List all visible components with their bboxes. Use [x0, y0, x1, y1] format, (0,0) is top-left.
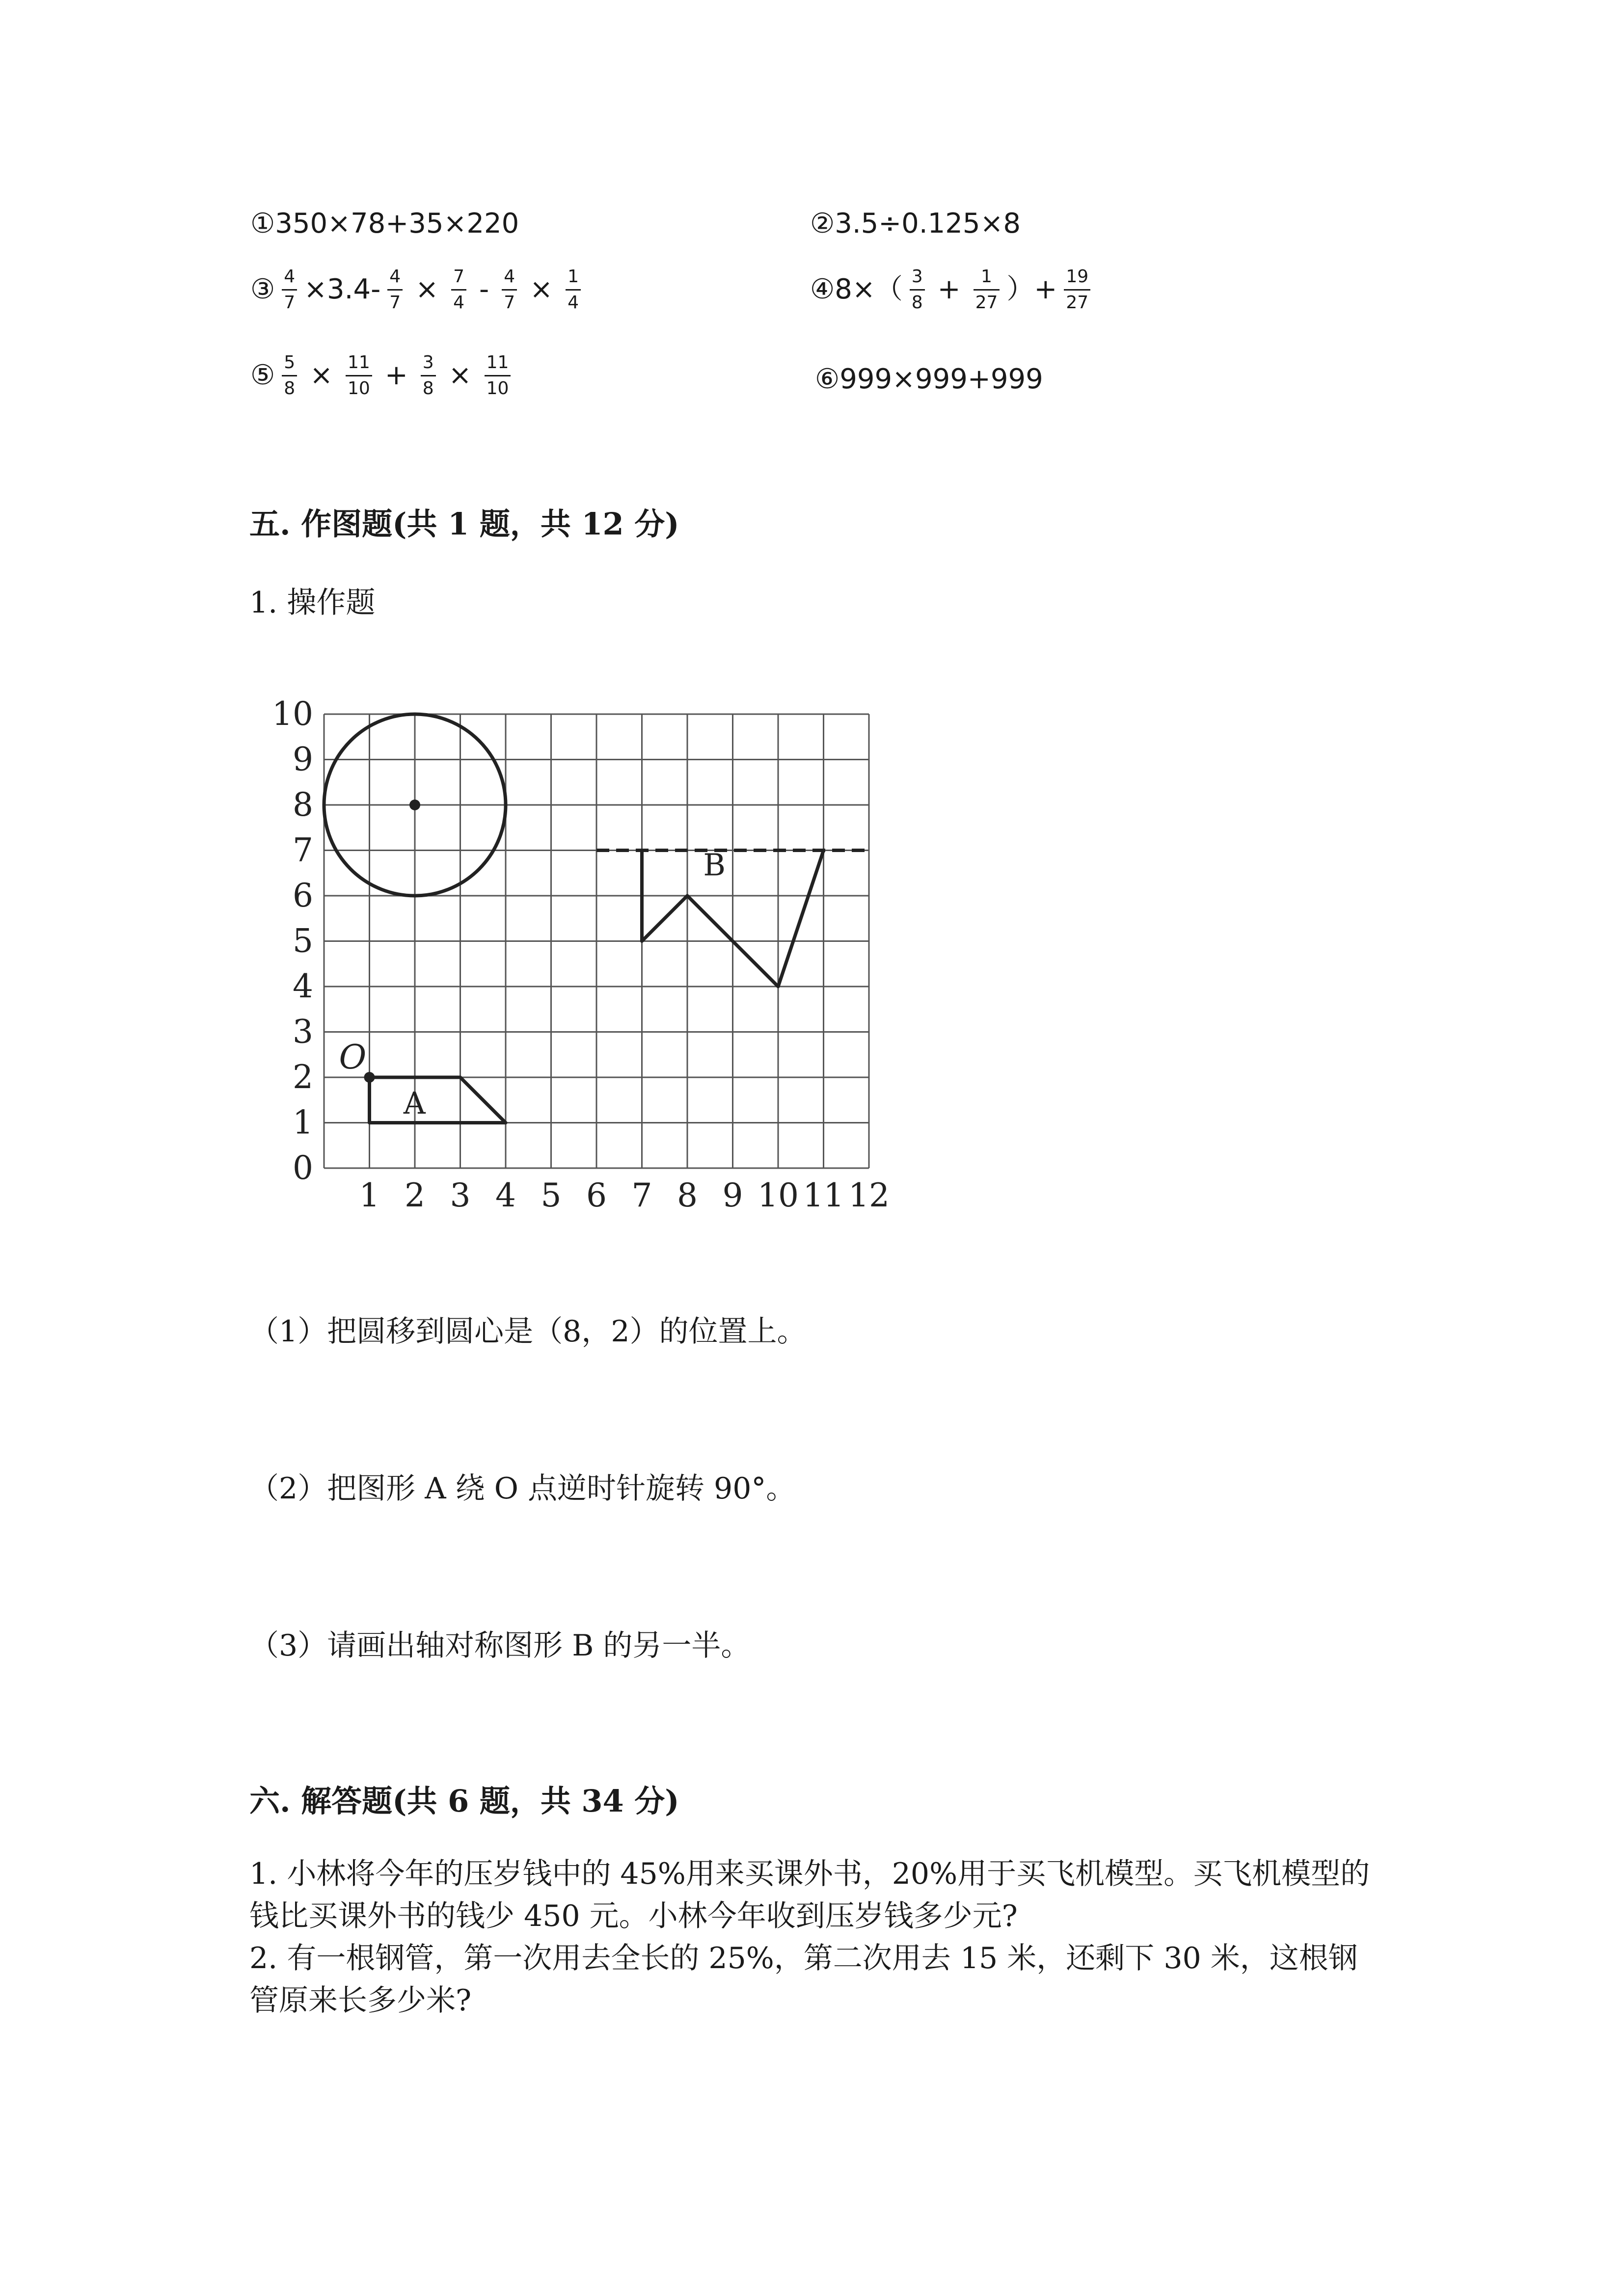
sub-question-3: （3）请画出轴对称图形 B 的另一半。 — [249, 1629, 751, 1663]
expression-text: 3.5÷0.125×8 — [835, 208, 1021, 240]
fraction: $\frac{7}{4}$ — [451, 267, 466, 312]
question-1-title: 1. 操作题 — [249, 586, 376, 620]
x-tick-label: 11 — [803, 1176, 844, 1214]
x-tick-label: 12 — [848, 1176, 890, 1214]
sub-question-1: （1）把圆移到圆心是（8，2）的位置上。 — [249, 1314, 807, 1349]
sub-question-2: （2）把图形 A 绕 O 点逆时针旋转 90°。 — [249, 1471, 796, 1506]
expression-text: 999×999+999 — [839, 363, 1043, 395]
fraction: $\frac{11}{10}$ — [485, 353, 511, 398]
shape-a-label: A — [403, 1085, 426, 1121]
y-tick-label: 1 — [293, 1103, 313, 1142]
expression-text: ）+ — [1006, 273, 1057, 306]
fraction: $\frac{3}{8}$ — [910, 267, 925, 312]
y-tick-label: 3 — [293, 1013, 313, 1051]
calc-problem-5 — [250, 353, 517, 398]
tick-labels — [272, 695, 890, 1214]
calc-problem-3 — [250, 267, 588, 312]
y-tick-label: 4 — [293, 967, 313, 1005]
operator: × — [310, 359, 333, 392]
y-tick-label: 2 — [293, 1058, 313, 1096]
y-tick-label: 9 — [293, 740, 313, 778]
expression-text: ×3.4- — [304, 273, 381, 306]
section-5-title: 五. 作图题(共 1 题，共 12 分) — [249, 506, 679, 542]
x-tick-label: 4 — [495, 1176, 516, 1214]
x-tick-label: 3 — [450, 1176, 471, 1214]
circle-center-dot — [409, 800, 420, 810]
shape-a — [370, 1077, 506, 1123]
fraction: $\frac{4}{7}$ — [387, 267, 403, 312]
x-tick-label: 6 — [586, 1176, 607, 1214]
problem-number: ① — [250, 208, 275, 240]
question-6-2: 2. 有一根钢管，第一次用去全长的 25%，第二次用去 15 米，还剩下 30 米，这根钢管原来长多少米? — [249, 1941, 1358, 2018]
y-tick-label: 10 — [272, 695, 313, 733]
operator: + — [384, 359, 408, 392]
calc-problem-4 — [810, 267, 1097, 312]
calc-problem-6 — [815, 363, 1043, 395]
fraction: $\frac{1}{4}$ — [566, 267, 581, 312]
x-tick-label: 1 — [359, 1176, 380, 1214]
calc-problem-1 — [250, 210, 519, 238]
operator: × — [448, 359, 472, 392]
fraction: $\frac{19}{27}$ — [1064, 267, 1090, 312]
expression-text: 350×78+35×220 — [275, 208, 519, 240]
operator: - — [479, 273, 489, 306]
section-6-title: 六. 解答题(共 6 题，共 34 分) — [249, 1783, 679, 1819]
y-tick-label: 0 — [293, 1149, 313, 1187]
problem-number: ② — [810, 208, 835, 240]
fraction: $\frac{4}{7}$ — [282, 267, 297, 312]
operator: + — [937, 273, 961, 306]
operator: × — [415, 273, 439, 306]
point-o-label: O — [339, 1038, 367, 1077]
shape-b-label: B — [703, 847, 726, 883]
coordinate-grid-figure — [265, 687, 923, 1227]
problem-number: ③ — [250, 273, 275, 306]
fraction: $\frac{1}{27}$ — [974, 267, 1000, 312]
calc-problem-2 — [810, 210, 1021, 238]
x-tick-label: 9 — [722, 1176, 743, 1214]
y-tick-label: 8 — [293, 786, 313, 824]
problem-number: ④ — [810, 273, 835, 306]
x-tick-label: 10 — [758, 1176, 799, 1214]
problem-number: ⑥ — [815, 363, 840, 395]
fraction: $\frac{11}{10}$ — [346, 353, 372, 398]
x-tick-label: 5 — [541, 1176, 562, 1214]
question-6-1: 1. 小林将今年的压岁钱中的 45%用来买课外书，20%用于买飞机模型。买飞机模型的钱比买课外书的钱少 450 元。小林今年收到压岁钱多少元? — [249, 1857, 1370, 1933]
fraction: $\frac{4}{7}$ — [502, 267, 517, 312]
y-tick-label: 5 — [293, 922, 313, 960]
expression-text: 8×（ — [835, 273, 903, 306]
x-tick-label: 8 — [677, 1176, 698, 1214]
fraction: $\frac{3}{8}$ — [421, 353, 436, 398]
problem-number: ⑤ — [250, 359, 275, 392]
y-tick-label: 6 — [293, 877, 313, 914]
fraction: $\frac{5}{8}$ — [282, 353, 297, 398]
operator: × — [530, 273, 553, 306]
y-tick-label: 7 — [293, 831, 313, 869]
x-tick-label: 7 — [631, 1176, 652, 1214]
x-tick-label: 2 — [405, 1176, 425, 1214]
